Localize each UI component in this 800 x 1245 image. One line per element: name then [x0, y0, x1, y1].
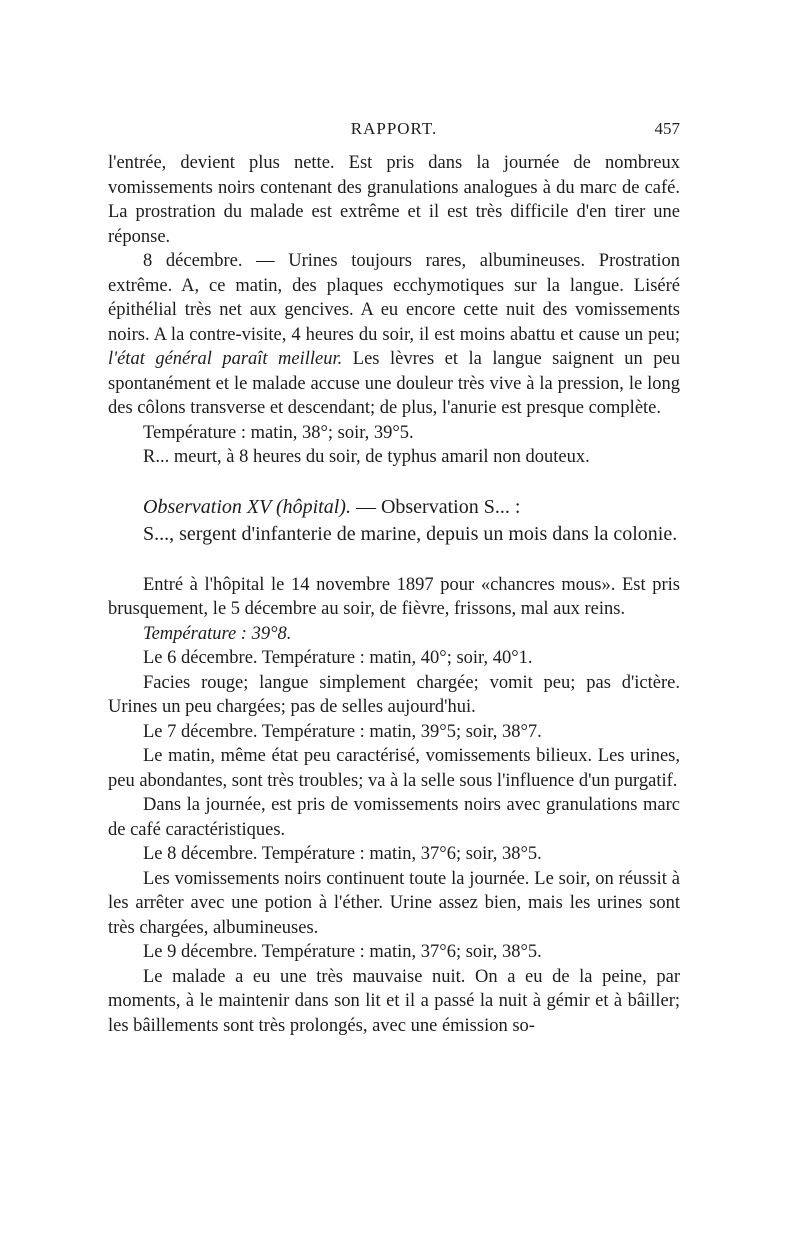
- temperature-line: Le 6 décembre. Température : matin, 40°; soir, 40°1.: [143, 648, 533, 668]
- text-span: Les lèvres et la langue saignent un peu spontanément et le malade accuse une douleur très vive à la pression, le long des côlons transverse et descendant; de plus, l'anurie est presque complète.: [108, 349, 681, 418]
- paragraph: Dans la journée, est pris de vomissements noirs avec granulations marc de café caractéristiques.: [108, 795, 680, 840]
- paragraph: l'entrée, devient plus nette. Est pris dans la journée de nombreux vomissements noirs contenant des granulations analogues à du marc de café. La prostration du malade est extrême et il est très difficile d'en tirer une réponse.: [108, 153, 680, 247]
- paragraph: Le matin, même état peu caractérisé, vomissements bilieux. Les urines, peu abondantes, sont très troubles; va à la selle sous l'influence d'un purgatif.: [108, 746, 680, 791]
- text-span: 8 décembre. — Urines toujours rares, albumineuses. Prostration extrême. A, ce matin, des plaques ecchymotiques sur la langue. Liséré épithélial très net aux gencives. A eu encore cette nuit des vomissements noirs. A la contre-visite, 4 heures du soir, il est moins abattu et cause un peu;: [108, 251, 680, 345]
- spacer: [108, 547, 680, 573]
- observation-title: [108, 494, 680, 521]
- italic-span: l'état général paraît meilleur.: [108, 349, 343, 369]
- temperature-line: Le 7 décembre. Température : matin, 39°5; soir, 38°7.: [143, 721, 542, 742]
- temperature-line: Le 9 décembre. Température : matin, 37°6; soir, 38°5.: [143, 942, 542, 962]
- observation-intro: S..., sergent d'infanterie de marine, depuis un mois dans la colonie.: [143, 522, 678, 545]
- page-header: [108, 119, 680, 143]
- paragraph: Les vomissements noirs continuent toute la journée. Le soir, on réussit à les arrêter avec une potion à l'éther. Urine assez bien, mais les urines sont très chargées, albumineuses.: [108, 868, 680, 938]
- paragraph: Facies rouge; langue simplement chargée; vomit peu; pas d'ictère. Urines un peu chargées; pas de selles aujourd'hui.: [108, 672, 680, 717]
- page-body: [108, 151, 680, 1038]
- paragraph: R... meurt, à 8 heures du soir, de typhus amaril non douteux.: [143, 447, 590, 467]
- temperature-line: Le 8 décembre. Température : matin, 37°6; soir, 38°5.: [143, 844, 542, 864]
- page-number: 457: [654, 119, 680, 138]
- observation-title-rest: — Observation S... :: [355, 495, 521, 518]
- spacer: [108, 470, 680, 494]
- paragraph: Le malade a eu une très mauvaise nuit. On a eu de la peine, par moments, à le maintenir dans son lit et il a passé la nuit à gémir et à bâiller; les bâillements sont très prolongés, avec une émission so-: [108, 966, 680, 1036]
- paragraph-8-decembre: [108, 249, 680, 421]
- running-title: RAPPORT.: [350, 119, 438, 138]
- paragraph: Entré à l'hôpital le 14 novembre 1897 pour «chancres mous». Est pris brusquement, le 5 décembre au soir, de fièvre, frissons, mal aux reins.: [108, 574, 680, 619]
- temperature-line: Température : 39°8.: [143, 623, 292, 644]
- observation-title-italic: Observation XV (hôpital).: [143, 495, 351, 518]
- temperature-line: Température : matin, 38°; soir, 39°5.: [143, 422, 414, 443]
